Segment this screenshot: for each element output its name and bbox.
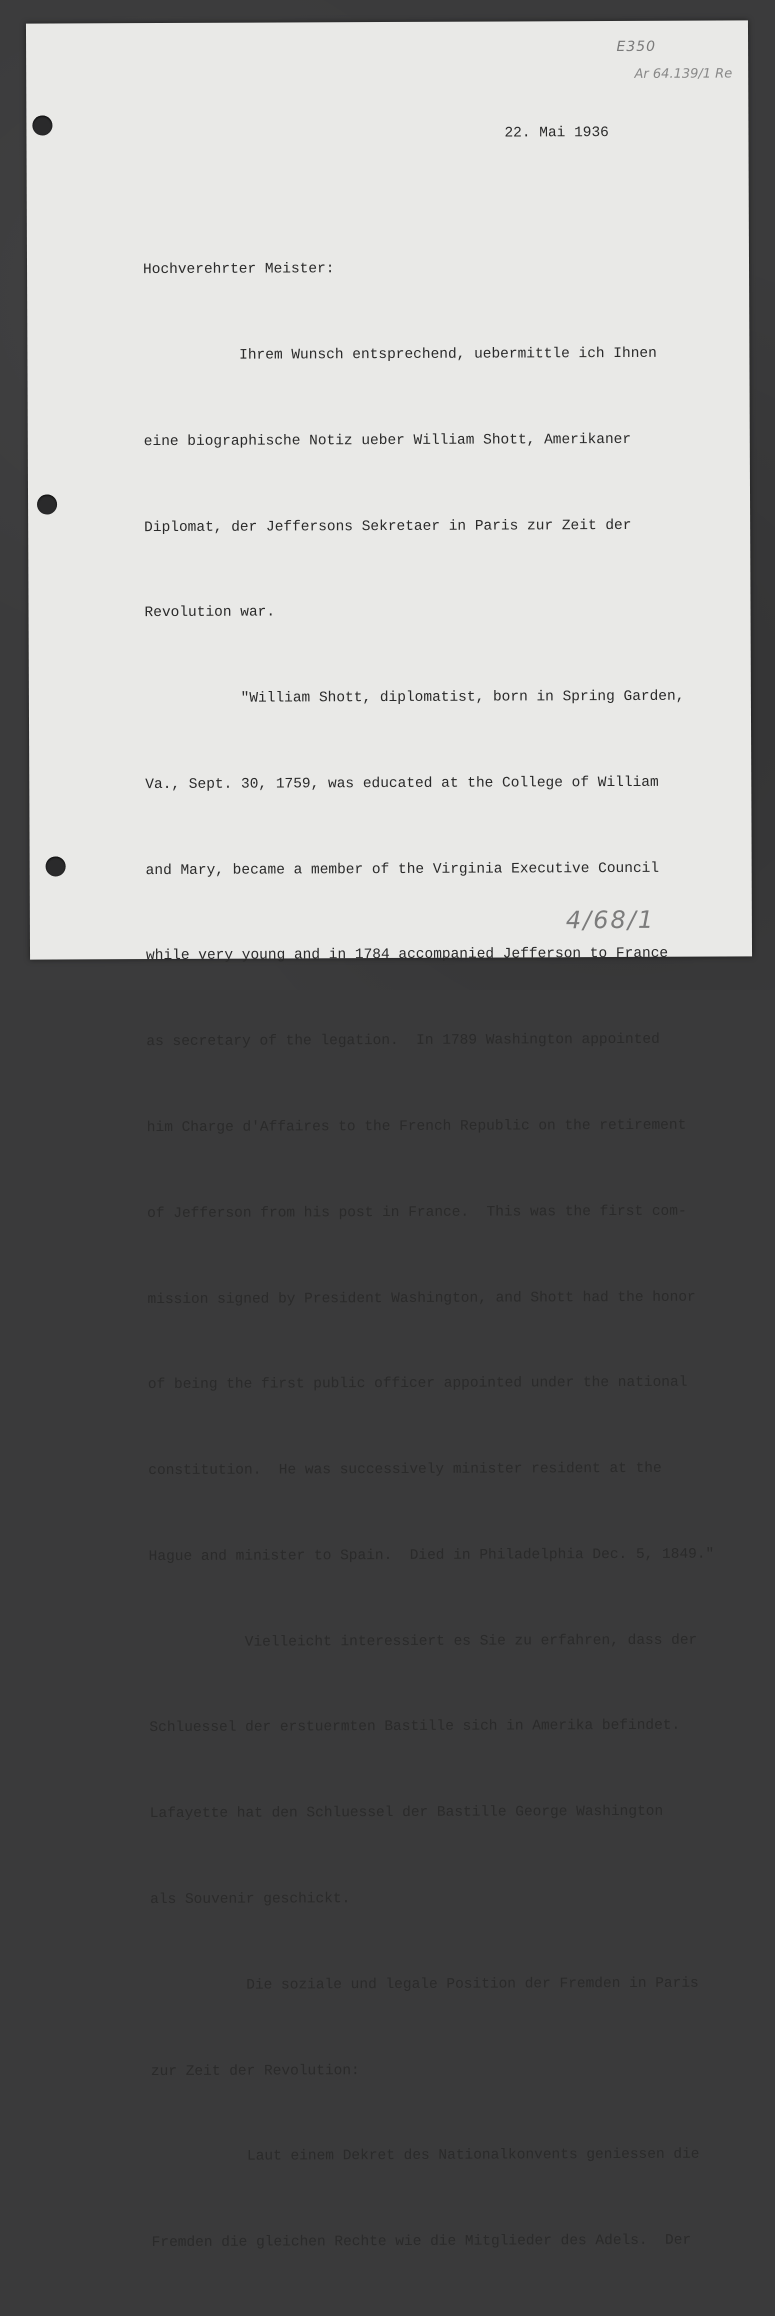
text-line: Die soziale und legale Position der Fremden in Paris — [150, 1975, 699, 1994]
text-line: eine biographische Notiz ueber William Shott, Amerikaner — [143, 431, 632, 450]
text-line: mission signed by President Washington, and Shott had the honor — [147, 1289, 696, 1308]
text-line: Fremden die gleichen Rechte wie die Mitglieder des Adels. Der — [151, 2232, 692, 2252]
text-line: as secretary of the legation. In 1789 Washington appointed — [146, 1032, 660, 1051]
text-line: Revolution war. — [144, 604, 276, 622]
punch-hole-bottom — [46, 856, 66, 876]
text-line: of being the first public officer appointed under the national — [147, 1375, 688, 1394]
letter-body — [143, 197, 732, 2315]
text-line: als Souvenir geschickt. — [150, 1891, 351, 1909]
text-line: and Mary, became a member of the Virginia Executive Council — [145, 860, 660, 879]
letter-page — [26, 20, 752, 2252]
text-line: zur Zeit der Revolution: — [150, 2062, 360, 2080]
text-line: Ihrem Wunsch entsprechend, uebermittle ich Ihnen — [143, 345, 657, 365]
punch-hole-middle — [37, 494, 57, 514]
text-line: while very young and in 1784 accompanied Jefferson to France — [145, 946, 669, 965]
text-line: Va., Sept. 30, 1759, was educated at the College of William — [145, 774, 659, 793]
text-line: of Jefferson from his post in France. This was the first com- — [147, 1203, 687, 1222]
text-line: Vielleicht interessiert es Sie zu erfahren, dass der — [148, 1632, 698, 1651]
letter-date: 22. Mai 1936 — [504, 125, 609, 142]
text-line: "William Shott, diplomatist, born in Spring Garden, — [144, 688, 685, 708]
text-line: Hague and minister to Spain. Died in Philadelphia Dec. 5, 1849." — [148, 1546, 715, 1565]
text-line: Laut einem Dekret des Nationalkonvents geniessen die — [151, 2147, 700, 2166]
archive-ref-code: E350 — [616, 38, 657, 56]
text-line: constitution. He was successively minister resident at the — [148, 1460, 662, 1480]
page-number-handwritten: 4/68/1 — [565, 905, 656, 935]
text-line: Diplomat, der Jeffersons Sekretaer in Paris zur Zeit der — [144, 517, 632, 536]
archive-ref-number: Ar 64.139/1 Re — [634, 66, 733, 82]
text-line: him Charge d'Affaires to the French Republic on the retirement — [146, 1117, 687, 1137]
punch-hole-top — [32, 115, 52, 135]
text-line: Hochverehrter Meister: — [143, 261, 335, 279]
text-line: Lafayette hat den Schluessel der Bastille George Washington — [149, 1804, 664, 1823]
text-line: Schluessel der erstuermten Bastille sich in Amerika befindet. — [149, 1718, 681, 1737]
